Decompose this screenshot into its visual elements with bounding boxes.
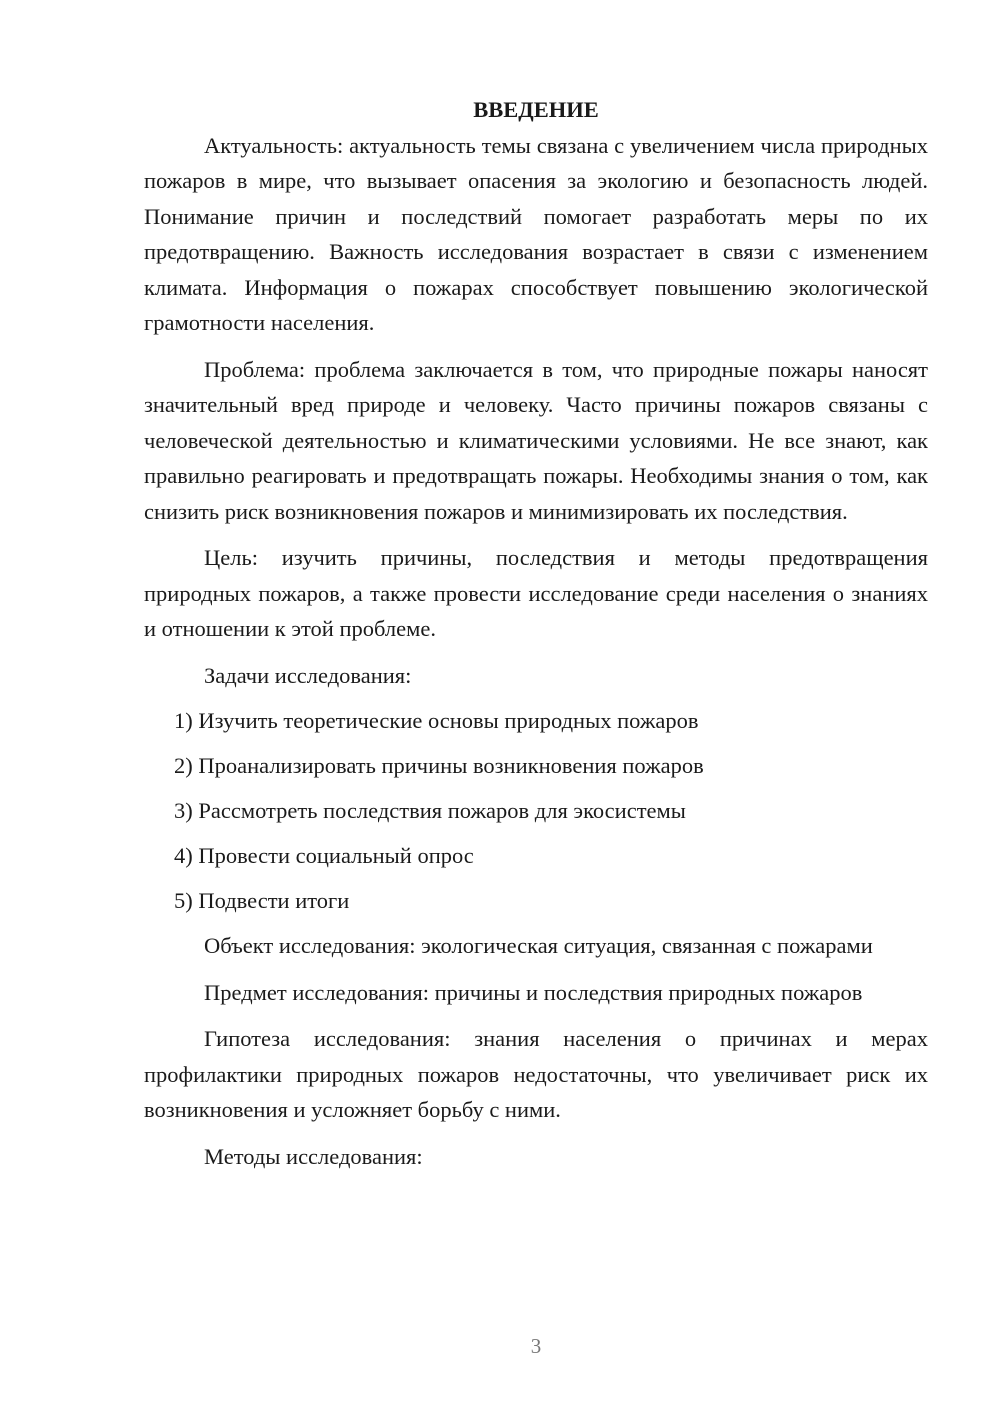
paragraph-relevance: Актуальность: актуальность темы связана с увеличением числа природных пожаров в мире, что вызывает опасения за экологию и безопасность людей. Понимание причин и последствий помогает разработать меры по их предотвращению. Важность исследования возрастает в связи с изменением климата. Информация о пожарах способствует повышению экологической грамотности населения.: [144, 132, 928, 335]
list-item: 4) Провести социальный опрос: [174, 843, 474, 868]
tasks-heading: Задачи исследования:: [204, 662, 412, 688]
list-item: 3) Рассмотреть последствия пожаров для экосистемы: [174, 798, 686, 823]
list-item: 1) Изучить теоретические основы природных пожаров: [174, 708, 699, 733]
page-content: [144, 92, 928, 1184]
methods-heading: Методы исследования:: [204, 1143, 423, 1169]
paragraph-problem: Проблема: проблема заключается в том, что природные пожары наносят значительный вред природе и человеку. Часто причины пожаров связаны с человеческой деятельностью и климатическими условиями. Не все знают, как правильно реагировать и предотвращать пожары. Необходимы знания о том, как снизить риск возникновения пожаров и минимизировать их последствия.: [144, 356, 928, 524]
paragraph-object: Объект исследования: экологическая ситуация, связанная с пожарами: [204, 933, 873, 958]
list-item: 5) Подвести итоги: [174, 888, 350, 913]
page-title: ВВЕДЕНИЕ: [473, 97, 599, 122]
list-item: 2) Проанализировать причины возникновения пожаров: [174, 753, 704, 778]
tasks-list: [144, 703, 928, 919]
paragraph-hypothesis: Гипотеза исследования: знания населения о причинах и мерах профилактики природных пожаров недостаточны, что увеличивает риск их возникновения и усложняет борьбу с ними.: [144, 1026, 928, 1122]
page-number: 3: [530, 1334, 542, 1358]
paragraph-goal: Цель: изучить причины, последствия и методы предотвращения природных пожаров, а также провести исследование среди населения о знаниях и отношении к этой проблеме.: [144, 545, 928, 641]
paragraph-subject: Предмет исследования: причины и последствия природных пожаров: [204, 979, 863, 1005]
